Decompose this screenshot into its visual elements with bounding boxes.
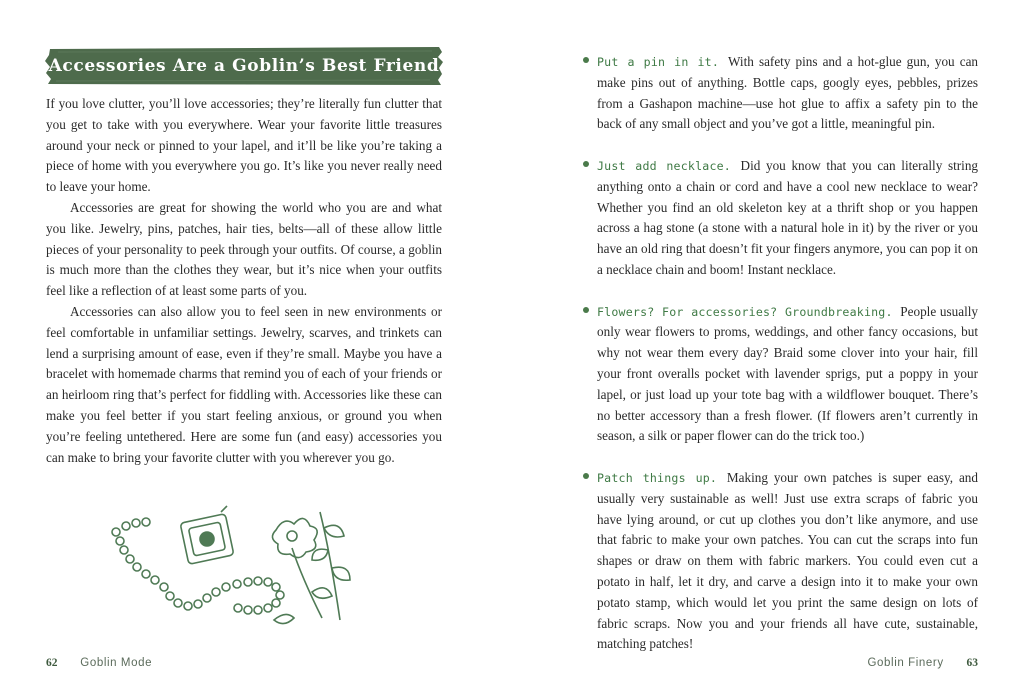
title-banner <box>44 46 444 86</box>
bullet-lead: Put a pin in it. <box>597 55 729 69</box>
bullet-lead: Flowers? For accessories? Groundbreaking. <box>597 304 901 319</box>
patch-pin-icon <box>180 506 234 564</box>
bullet-lead: Just add necklace. <box>597 158 741 173</box>
bullet-dot-icon <box>583 57 589 63</box>
bead-necklace-icon <box>112 518 284 614</box>
list-item <box>597 156 978 281</box>
right-folio <box>868 657 978 669</box>
page-number: 62 <box>46 657 58 669</box>
bullet-text: Making your own patches is super easy, and usually very sustainable as well! Just use extra scraps of fabric you have lying around, or cut up clothes you don’t like anymore, and use that fabric to make your own patches. You can cut the scraps into fun shapes or draw on them with fabric markers. You could even cut a potato in half, let it dry, and carve a design into it to make your own potato stamp, which would let you print the same design on lots of fabric scraps. Now you and your friends all have cute, sustainable, matching patches! <box>597 469 978 652</box>
bullet-lead: Patch things up. <box>597 470 727 485</box>
left-folio <box>46 657 152 669</box>
bullet-text: Did you know that you can literally string anything onto a chain or cord and have a cool new necklace to wear? Whether you find an old skeleton key at a thrift shop or you happen across a hag stone (a stone with a natural hole in it) by the river or you have an old ring that doesn’t fit your fingers anymore, you can pop it on a necklace chain and boom! Instant necklace. <box>597 157 979 277</box>
paragraph-1: If you love clutter, you’ll love accessories; they’re literally fun clutter that you get to take with you everywhere. Wear your favorite little treasures around your neck or pinned to your lapel, and it’ll be like you’re taking a piece of home with you everywhere you go. It’s like you never really need to leave your home. <box>46 96 442 195</box>
page-number: 63 <box>966 657 978 669</box>
right-page <box>512 0 1024 698</box>
sprig-icon <box>274 512 350 624</box>
folio-title: Goblin Mode <box>80 657 153 669</box>
paragraph-2: Accessories are great for showing the world who you are and what you like. Jewelry, pins, patches, hair ties, belts—all of these allow little pieces of your personality to peek through your outfits. Of course, a goblin is much more than the clothes they wear, but it’s nice when your outfits feel like a reflection of at least some parts of you. <box>46 199 442 299</box>
left-body-text <box>46 94 442 468</box>
list-item <box>597 302 978 448</box>
bullet-dot-icon <box>583 161 589 167</box>
page-title: Accessories Are a Goblin’s Best Friend <box>48 56 440 76</box>
bullet-dot-icon <box>583 473 589 479</box>
paragraph-3: Accessories can also allow you to feel seen in new environments or feel comfortable in unfamiliar settings. Jewelry, scarves, and trinkets can lend a surprising amount of ease, even if they’re small. Maybe you have a bracelet with homemade charms that remind you of each of your friends or an heirloom ring that’s perfect for fiddling with. Accessories like these can make you feel better if you start feeling anxious, or ground you when you’re feeling untethered. Here are some fun (and easy) accessories you can make to bring your favorite clutter with you wherever you go. <box>46 303 442 465</box>
bullet-dot-icon <box>583 307 589 313</box>
folio-title: Goblin Finery <box>867 657 944 669</box>
bullet-text: With safety pins and a hot-glue gun, you can make pins out of anything. Bottle caps, googly eyes, pebbles, prizes from a Gashapon machine—use hot glue to affix a safety pin to the back of any small object and you’ve got a little, meaningful pin. <box>597 54 979 132</box>
bullet-text: People usually only wear flowers to proms, weddings, and other fancy occasions, but why not wear them every day? Braid some clover into your hair, fill your front overalls pocket with lavender sprigs, put a poppy in your lapel, or just load up your tote bag with a wildflower bouquet. There’s no better accessory than a fresh flower. (If flowers aren’t currently in season, a silk or paper flower can do the trick too.) <box>597 303 978 444</box>
list-item <box>597 468 978 655</box>
list-item <box>597 52 978 135</box>
accessories-illustration <box>106 492 406 642</box>
tips-list <box>597 52 978 676</box>
